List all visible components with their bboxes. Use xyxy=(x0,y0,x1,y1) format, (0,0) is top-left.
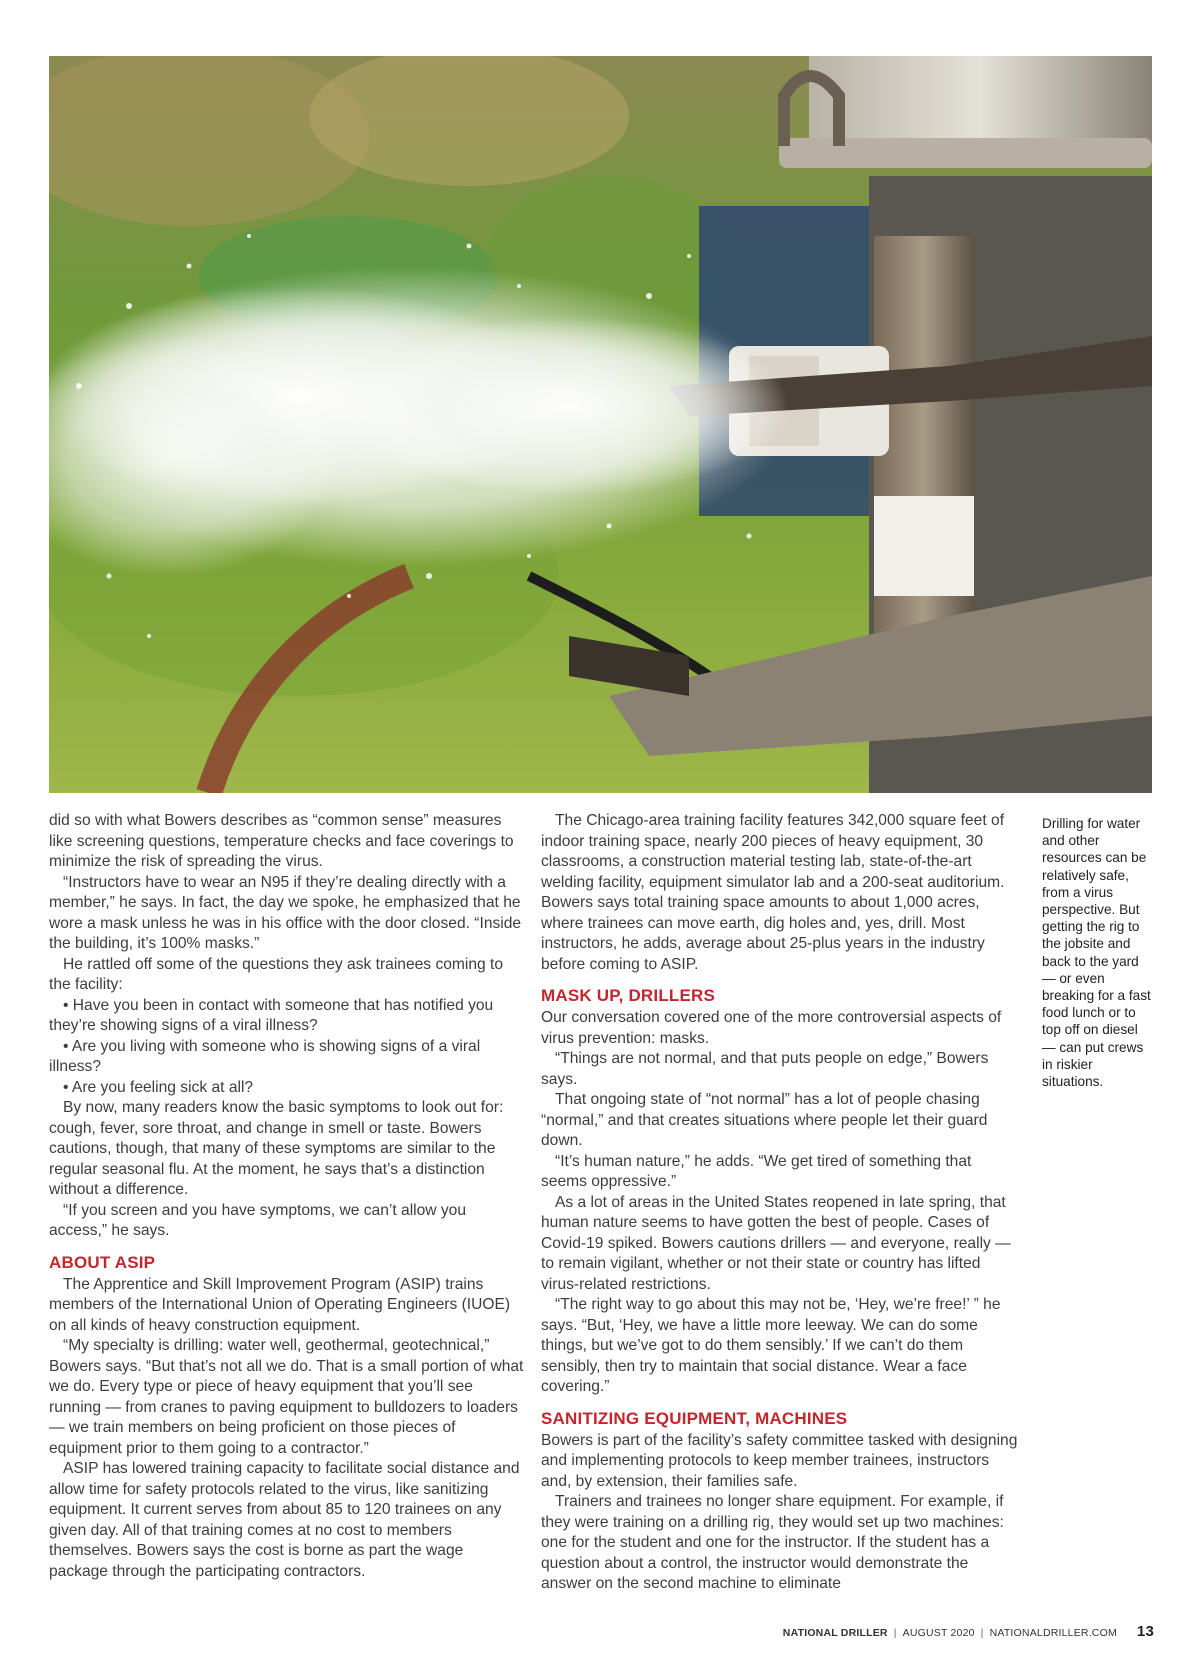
paragraph: Our conversation covered one of the more controversial aspects of virus prevention: masks. xyxy=(541,1009,1002,1047)
separator: | xyxy=(980,1627,984,1639)
bullet-item: • Have you been in contact with someone that has notified you they’re showing signs of a viral illness? xyxy=(49,996,494,1034)
bullet-item: • Are you living with someone who is showing signs of a viral illness? xyxy=(49,1037,481,1075)
paragraph: As a lot of areas in the United States reopened in late spring, that human nature seems to have gotten the best of people. Cases of Covid-19 spiked. Bowers cautions drillers — and everyone, really — to remain vigilant, whether or not their state or country has lifted virus-related restrictions. xyxy=(541,1193,1011,1293)
paragraph: Bowers is part of the facility’s safety committee tasked with designing and implementing protocols to keep member trainees, instructors and, by extension, their families safe. xyxy=(541,1431,1018,1490)
paragraph: Trainers and trainees no longer share equipment. For example, if they were training on a drilling rig, they would set up two machines: one for the student and one for the instructor. If the student has a question about a control, the instructor would demonstrate the answer on the second machine to eliminate xyxy=(541,1493,1004,1592)
paragraph: ASIP has lowered training capacity to facilitate social distance and allow time for safety protocols related to the virus, like sanitizing equipment. It current serves from about 85 to 120 trainees on any given day. All of that training comes at no cost to members themselves. Bowers says the cost is borne as part the wage package through the participating contractors. xyxy=(49,1460,520,1580)
hero-photo xyxy=(49,56,1152,793)
issue-date: AUGUST 2020 xyxy=(902,1627,975,1639)
section-heading-sanitizing: SANITIZING EQUIPMENT, MACHINES xyxy=(541,1408,848,1428)
article-column-1 xyxy=(49,811,526,1582)
article-column-2 xyxy=(541,811,1019,1595)
page-number: 13 xyxy=(1136,1623,1154,1640)
paragraph: “If you screen and you have symptoms, we can’t allow you access,” he says. xyxy=(49,1201,467,1239)
photo-caption: Drilling for water and other resources can be relatively safe, from a virus perspective. But getting the rig to the jobsite and back to the yard — or even breaking for a fast food lunch or to top off on diesel — can put crews in riskier situations. xyxy=(1042,816,1151,1090)
paragraph: “My specialty is drilling: water well, geothermal, geotechnical,” Bowers says. “But that’s not all we do. That is a small portion of what we do. Every type or piece of heavy equipment that you’ll see running — from cranes to paving equipment to bulldozers to loaders — we train members on being proficient on those pieces of equipment prior to them going to a contractor.” xyxy=(49,1337,524,1457)
section-heading-about-asip: ABOUT ASIP xyxy=(49,1252,156,1272)
website-link[interactable]: NATIONALDRILLER.COM xyxy=(989,1627,1117,1639)
section-heading-mask-up: MASK UP, DRILLERS xyxy=(541,986,716,1005)
publication-name: NATIONAL DRILLER xyxy=(782,1627,888,1639)
bullet-item: • Are you feeling sick at all? xyxy=(63,1078,254,1096)
paragraph: “Instructors have to wear an N95 if they’re dealing directly with a member,” he says. In fact, the day we spoke, he emphasized that he wore a mask unless he was in his office with the door closed. “Inside the building, it’s 100% masks.” xyxy=(49,873,522,952)
separator: | xyxy=(893,1627,897,1639)
paragraph: He rattled off some of the questions they ask trainees coming to the facility: xyxy=(49,955,504,993)
paragraph: That ongoing state of “not normal” has a lot of people chasing “normal,” and that creates situations where people let their guard down. xyxy=(541,1091,988,1149)
paragraph: “It’s human nature,” he adds. “We get tired of something that seems oppressive.” xyxy=(541,1152,972,1190)
paragraph: “Things are not normal, and that puts people on edge,” Bowers says. xyxy=(541,1050,989,1088)
paragraph: The Chicago-area training facility features 342,000 square feet of indoor training space, nearly 200 pieces of heavy equipment, 30 classrooms, a construction material testing lab, state-of-the-art welding facility, equipment simulator lab and a 200-seat auditorium. Bowers says total training space amounts to about 1,000 acres, where trainees can move earth, dig holes and, yes, drill. Most instructors, he adds, average about 25-plus years in the industry before coming to ASIP. xyxy=(541,812,1005,973)
paragraph: “The right way to go about this may not be, ‘Hey, we’re free!’ ” he says. “But, ‘Hey, we have a little more leeway. We can do some things, but we’ve got to do them sensibly.’ If we can’t do them sensibly, then try to maintain that social distance. Wear a face covering.” xyxy=(541,1296,1001,1395)
paragraph: By now, many readers know the basic symptoms to look out for: cough, fever, sore throat, and change in smell or taste. Bowers cautions, though, that many of these symptoms are similar to the regular seasonal flu. At the moment, he says that’s a distinction without a difference. xyxy=(49,1099,504,1198)
drilling-rig-photo-illustration xyxy=(49,56,1152,793)
paragraph: The Apprentice and Skill Improvement Program (ASIP) trains members of the International Union of Operating Engineers (IUOE) on all kinds of heavy construction equipment. xyxy=(49,1275,511,1334)
paragraph: did so with what Bowers describes as “common sense” measures like screening questions, temperature checks and face coverings to minimize the risk of spreading the virus. xyxy=(49,812,514,870)
page-footer xyxy=(783,1623,1154,1640)
